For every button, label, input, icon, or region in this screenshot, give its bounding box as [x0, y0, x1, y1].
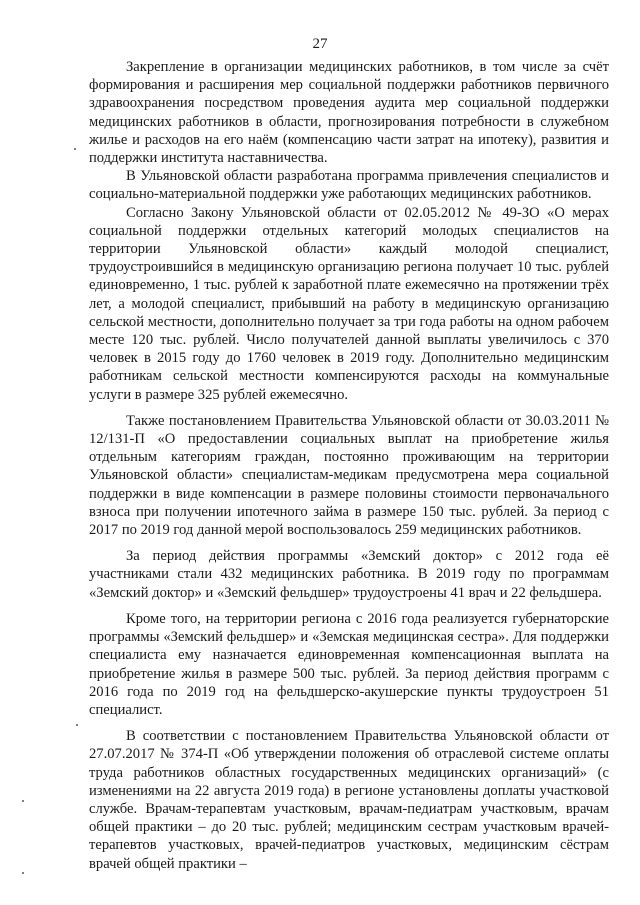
paragraph-staff-retention: Закрепление в организации медицинских работников, в том числе за счёт формирования и расширения мер социальной поддержки работников первичного здравоохранения посредством проведения аудита мер социальной поддержки медицинских работников в области, прогнозирования потребности в служебном жилье и расходов на его наём (компенсацию части затрат на ипотеку), развития и поддержки института наставничества.: [89, 59, 609, 167]
paragraph-program-overview: В Ульяновской области разработана программа привлечения специалистов и социально-материальной поддержки уже работающих медицинских работников.: [89, 168, 609, 203]
paragraph-housing-compensation: Также постановлением Правительства Ульяновской области от 30.03.2011 № 12/131-П «О предоставлении социальных выплат на приобретение жилья отдельным категориям граждан, постоянно проживающим на территории Ульяновской области» специалистам-медикам предусмотрена мера социальной поддержки в виде компенсации в размере половины стоимости первоначального взноса при получении ипотечного займа в размере 150 тыс. рублей. За период с 2017 по 2019 год данной мерой воспользовалось 259 медицинских работников.: [89, 412, 609, 539]
paragraph-governor-programs: Кроме того, на территории региона с 2016 года реализуется губернаторские программы «Земский фельдшер» и «Земская медицинская сестра». Для поддержки специалиста ему назначается единовременная компенсационная выплата на приобретение жилья в размере 500 тыс. рублей. За период действия программ с 2016 года по 2019 год на фельдшерско-акушерские пункты трудоустроен 51 специалист.: [89, 610, 609, 718]
scan-speck: [22, 872, 24, 874]
paragraph-zemsky-doctor: За период действия программы «Земский доктор» с 2012 года её участниками стали 432 медицинских работника. В 2019 году по программам «Земский доктор» и «Земский фельдшер» трудоустроены 41 врач и 22 фельдшера.: [89, 548, 609, 601]
page-number: 27: [312, 36, 328, 52]
paragraph-payment-system: В соответствии с постановлением Правительства Ульяновской области от 27.07.2017 № 374-П «Об утверждении положения об отраслевой системе оплаты труда работников областных государственных медицинских организаций» (с изменениями на 22 августа 2019 года) в регионе установлены доплаты участковой службе. Врачам-терапевтам участковым, врачам-педиатрам участковым, врачам общей практики – до 20 тыс. рублей; медицинским сестрам участковым врачей-терапевтов участковых, врачей-педиатров участковых, медицинским сёстрам врачей общей практики –: [89, 728, 609, 872]
document-body: [89, 58, 609, 873]
scan-speck: [22, 800, 24, 802]
paragraph-young-specialists-law: Согласно Закону Ульяновской области от 02.05.2012 № 49-ЗО «О мерах социальной поддержки отдельных категорий молодых специалистов на территории Ульяновской области» каждый молодой специалист, трудоустроившийся в медицинскую организацию региона получает 10 тыс. рублей единовременно, 1 тыс. рублей к заработной плате ежемесячно на протяжении трёх лет, а молодой специалист, прибывший на работу в медицинскую организацию сельской местности, дополнительно получает за три года работы на одном рабочем месте 120 тыс. рублей. Число получателей данной выплаты увеличилось с 370 человек в 2015 году до 1760 человек в 2019 году. Дополнительно медицинским работникам сельской местности компенсируются расходы на коммунальные услуги в размере 325 рублей ежемесячно.: [89, 204, 609, 403]
scan-speck: [74, 148, 76, 150]
scan-speck: [76, 724, 78, 726]
